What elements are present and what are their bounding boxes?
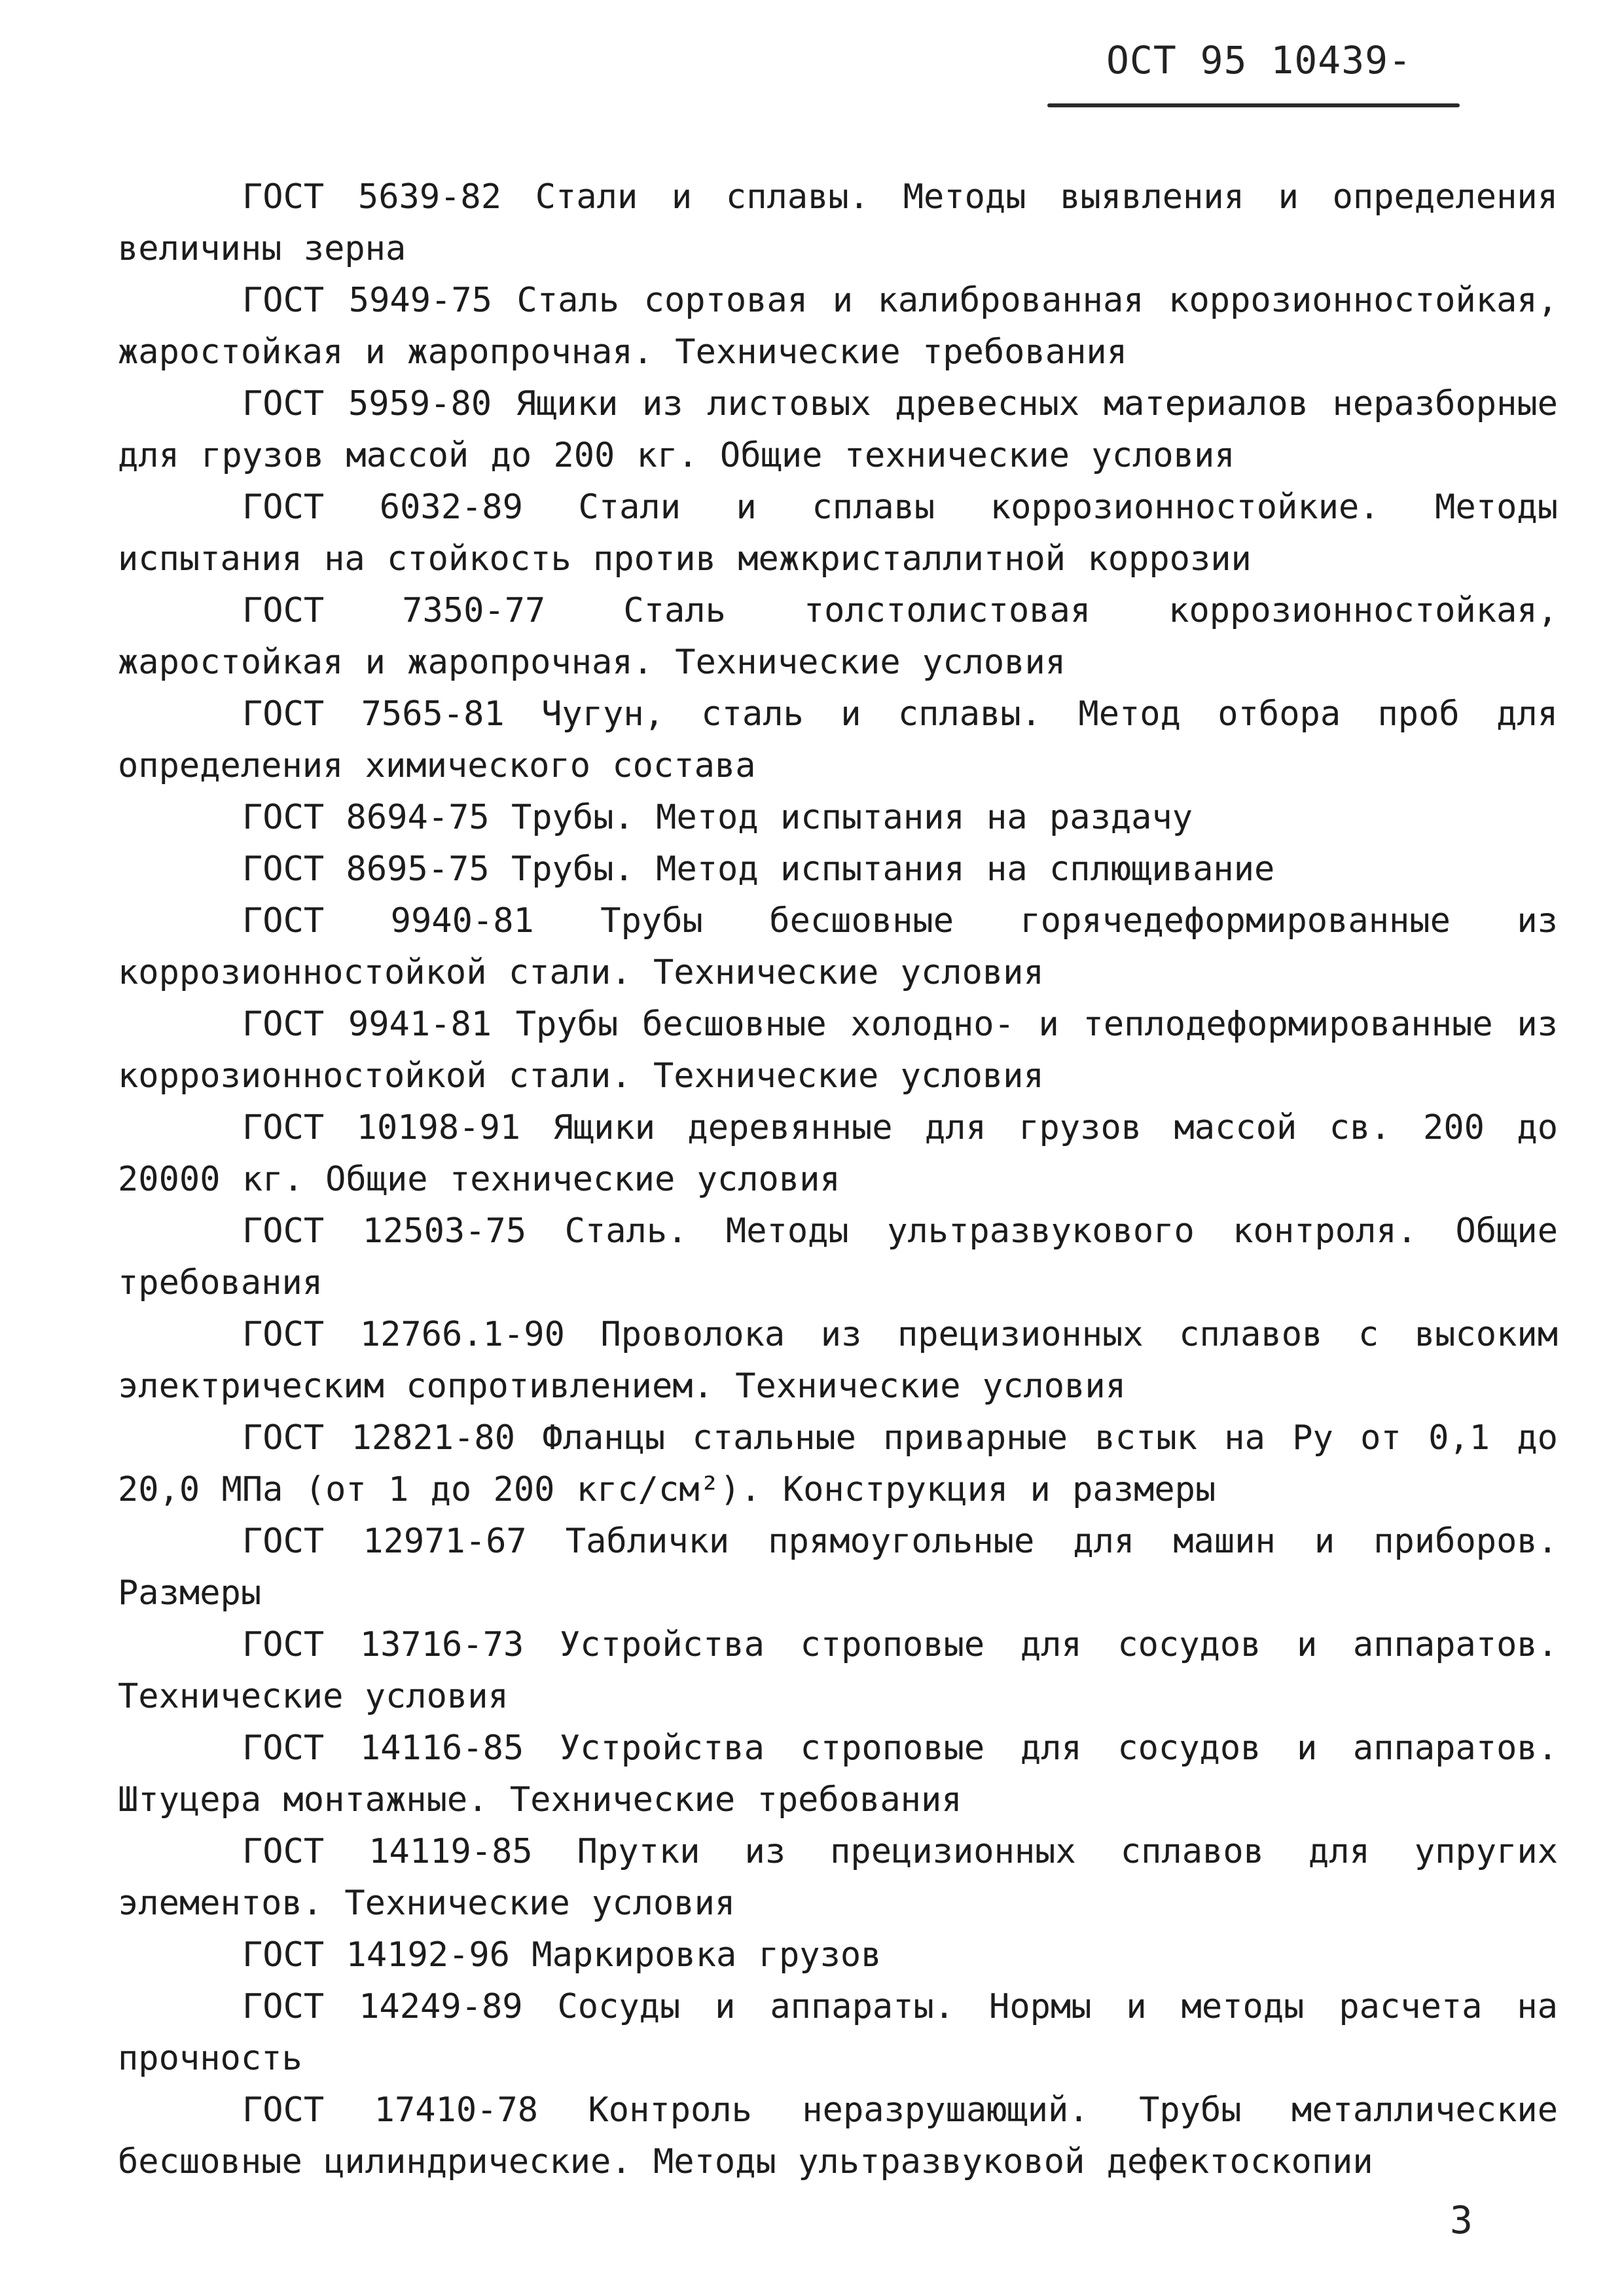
- standard-entry: ГОСТ 8694-75 Трубы. Метод испытания на раздачу: [242, 798, 1193, 837]
- standard-entry: ГОСТ 12971-67 Таблички прямоугольные для машин и приборов. Размеры: [118, 1522, 1558, 1613]
- standard-entry: ГОСТ 6032-89 Стали и сплавы коррозионностойкие. Методы испытания на стойкость против межкристаллитной коррозии: [118, 488, 1558, 579]
- standard-entry: ГОСТ 5949-75 Сталь сортовая и калиброванная коррозионностойкая, жаростойкая и жаропрочная. Технические требования: [118, 281, 1558, 372]
- standard-entry: ГОСТ 5959-80 Ящики из листовых древесных материалов неразборные для грузов массой до 200 кг. Общие технические условия: [118, 384, 1558, 475]
- standard-entry: ГОСТ 8695-75 Трубы. Метод испытания на сплющивание: [242, 850, 1275, 889]
- standard-entry: ГОСТ 9940-81 Трубы бесшовные горячедеформированные из коррозионностойкой стали. Технические условия: [118, 901, 1558, 992]
- standard-entry: ГОСТ 7565-81 Чугун, сталь и сплавы. Метод отбора проб для определения химического состава: [118, 694, 1558, 785]
- standards-list: [118, 171, 1558, 2188]
- standard-entry: ГОСТ 14119-85 Прутки из прецизионных сплавов для упругих элементов. Технические условия: [118, 1832, 1558, 1923]
- standard-entry: ГОСТ 13716-73 Устройства строповые для сосудов и аппаратов. Технические условия: [118, 1625, 1558, 1716]
- standard-entry: ГОСТ 17410-78 Контроль неразрушающий. Трубы металлические бесшовные цилиндрические. Методы ультразвуковой дефектоскопии: [118, 2090, 1558, 2181]
- standard-entry: ГОСТ 14116-85 Устройства строповые для сосудов и аппаратов. Штуцера монтажные. Технические требования: [118, 1729, 1558, 1820]
- standard-entry: ГОСТ 12503-75 Сталь. Методы ультразвукового контроля. Общие требования: [118, 1211, 1558, 1302]
- standard-entry: ГОСТ 14249-89 Сосуды и аппараты. Нормы и методы расчета на прочность: [118, 1987, 1558, 2078]
- header-underline: [1047, 103, 1460, 107]
- standard-entry: ГОСТ 9941-81 Трубы бесшовные холодно- и теплодеформированные из коррозионностойкой стали. Технические условия: [118, 1005, 1558, 1096]
- standard-entry: ГОСТ 5639-82 Стали и сплавы. Методы выявления и определения величины зерна: [118, 177, 1558, 268]
- standard-entry: ГОСТ 10198-91 Ящики деревянные для грузов массой св. 200 до 20000 кг. Общие технические условия: [118, 1108, 1558, 1199]
- document-code: ОСТ 95 10439-: [1106, 38, 1412, 82]
- standard-entry: ГОСТ 7350-77 Сталь толстолистовая коррозионностойкая, жаростойкая и жаропрочная. Технические условия: [118, 591, 1558, 682]
- standard-entry: ГОСТ 12821-80 Фланцы стальные приварные встык на Ру от 0,1 до 20,0 МПа (от 1 до 200 кгс/см²). Конструкция и размеры: [118, 1418, 1558, 1509]
- page-number: 3: [1450, 2198, 1473, 2242]
- standard-entry: ГОСТ 14192-96 Маркировка грузов: [242, 1935, 882, 1975]
- standard-entry: ГОСТ 12766.1-90 Проволока из прецизионных сплавов с высоким электрическим сопротивлением. Технические условия: [118, 1315, 1558, 1406]
